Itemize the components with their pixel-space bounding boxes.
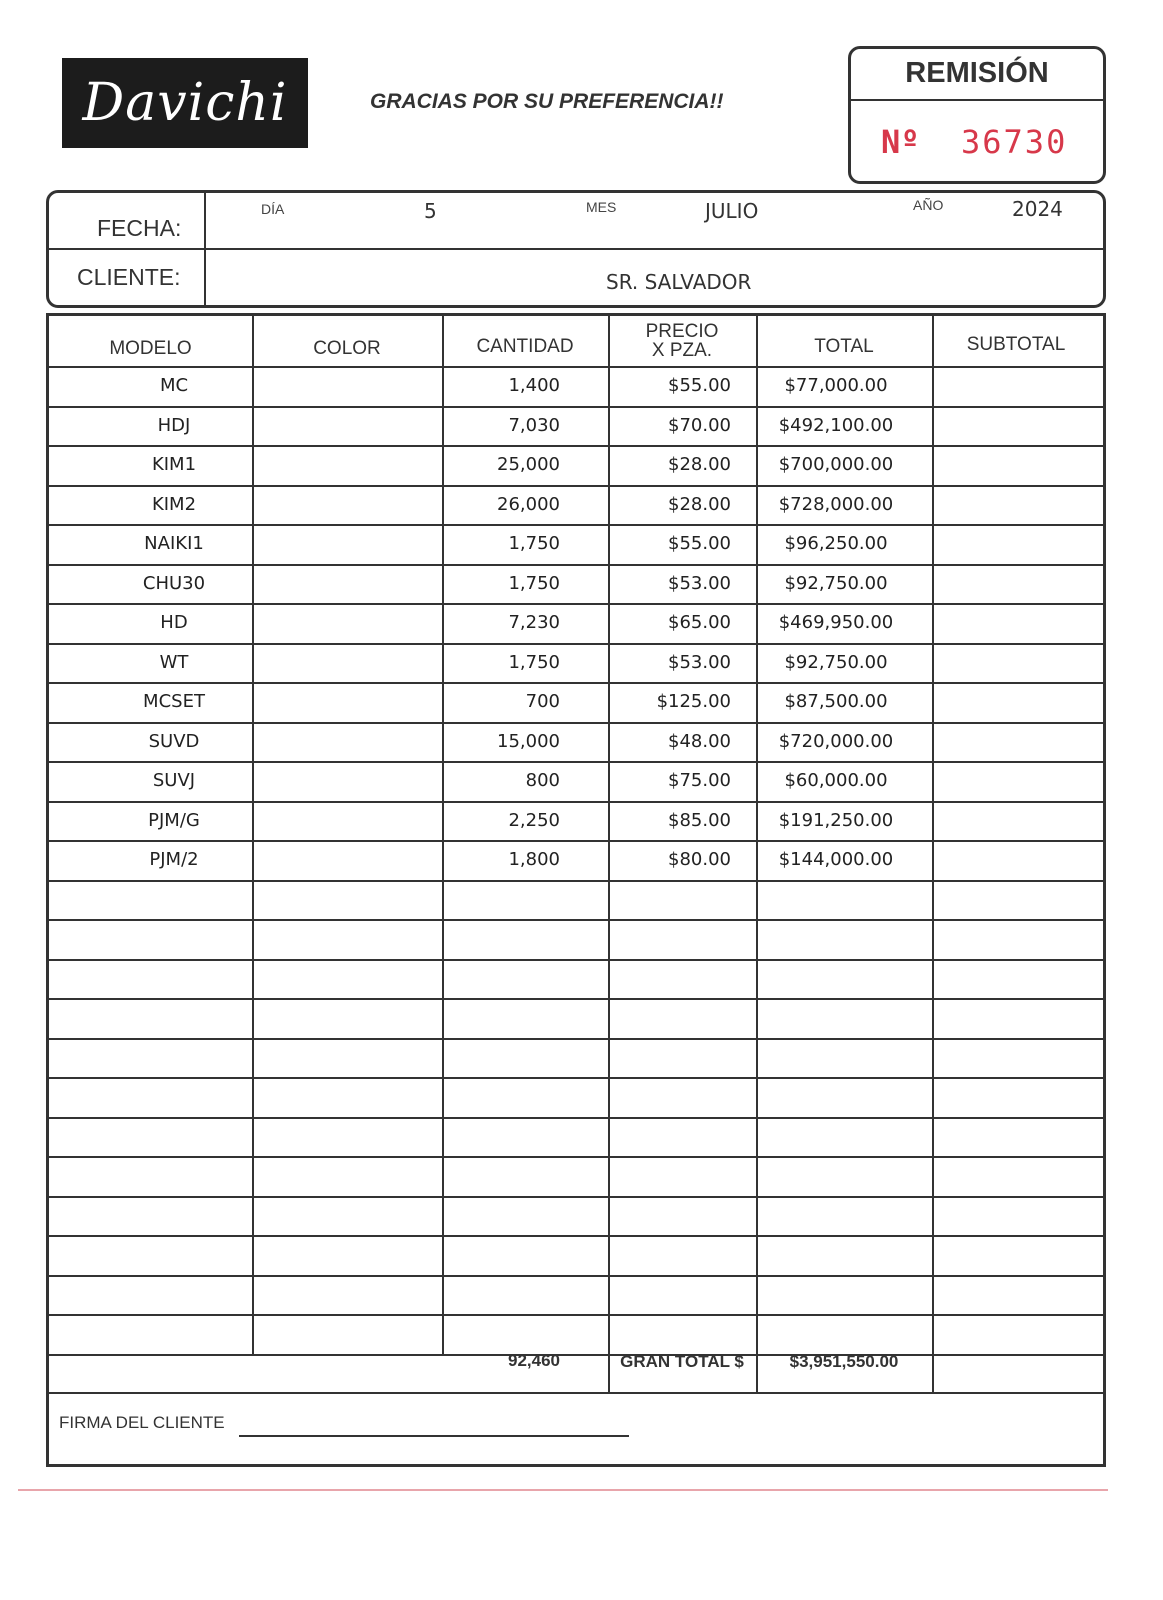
anio-label: AÑO: [913, 197, 944, 213]
row-divider: [49, 643, 1103, 645]
row-precio: $28.00: [668, 454, 731, 475]
mes-label: MES: [586, 199, 617, 215]
row-total: $191,250.00: [778, 809, 894, 831]
row-divider: [49, 1038, 1103, 1040]
row-modelo: HD: [160, 612, 188, 633]
row-modelo: PJM/G: [148, 809, 200, 831]
row-divider: [49, 1354, 1103, 1356]
row-divider: [49, 919, 1103, 921]
cliente-value: SR. SALVADOR: [606, 270, 752, 294]
row-cantidad: 1,750: [508, 651, 560, 673]
row-total: $144,000.00: [778, 849, 894, 870]
row-divider: [49, 1156, 1103, 1158]
header-precio: [608, 322, 756, 360]
header-info-box: [46, 190, 1106, 308]
row-divider: [49, 1196, 1103, 1198]
remision-title: REMISIÓN: [905, 57, 1049, 89]
column-divider: [756, 316, 758, 1354]
perforation-line: [18, 1489, 1108, 1491]
column-divider: [442, 316, 444, 1354]
row-cantidad: 1,800: [508, 849, 560, 870]
row-cantidad: 25,000: [497, 454, 560, 475]
row-cantidad: 700: [525, 691, 560, 712]
row-divider: [49, 1314, 1103, 1316]
row-divider: [49, 564, 1103, 566]
mes-value: JULIO: [705, 199, 759, 223]
row-total: $77,000.00: [784, 375, 888, 396]
totals-divider: [932, 1354, 934, 1392]
row-modelo: WT: [159, 651, 189, 673]
row-modelo: MC: [159, 375, 189, 396]
row-modelo: CHU30: [142, 572, 206, 594]
anio-value: 2024: [1012, 197, 1063, 221]
row-modelo: KIM1: [151, 454, 197, 475]
row-precio: $48.00: [668, 730, 731, 752]
row-modelo: SUVD: [148, 730, 200, 752]
row-divider: [49, 366, 1103, 368]
row-cantidad: 800: [525, 770, 560, 791]
row-divider: [49, 445, 1103, 447]
row-precio: $53.00: [668, 651, 731, 673]
row-cantidad: 1,400: [508, 375, 560, 396]
header-color: COLOR: [313, 338, 381, 359]
row-total: $60,000.00: [784, 770, 888, 791]
row-divider: [49, 682, 1103, 684]
row-divider: [49, 485, 1103, 487]
row-modelo: PJM/2: [149, 849, 199, 870]
cliente-label: CLIENTE:: [77, 264, 181, 290]
row-divider: [49, 959, 1103, 961]
row-total: $700,000.00: [778, 454, 894, 475]
row-precio: $53.00: [668, 572, 731, 594]
row-total: $92,750.00: [784, 651, 888, 673]
gran-total-value: $3,951,550.00: [789, 1352, 899, 1371]
row-precio: $80.00: [668, 849, 731, 870]
row-total: $492,100.00: [778, 414, 894, 436]
brand-logo: [62, 58, 308, 148]
totals-divider: [608, 1354, 610, 1392]
row-divider: [49, 603, 1103, 605]
row-total: $469,950.00: [778, 612, 894, 633]
remision-number-label: Nº: [881, 123, 920, 161]
firma-label: FIRMA DEL CLIENTE: [59, 1413, 225, 1432]
row-divider: [49, 1077, 1103, 1079]
row-divider: [49, 761, 1103, 763]
column-divider: [252, 316, 254, 1354]
dia-label: DÍA: [261, 201, 285, 217]
header-precio-line2: X PZA.: [651, 340, 713, 361]
remision-number: 36730: [961, 123, 1068, 161]
row-precio: $125.00: [656, 691, 731, 712]
row-divider: [49, 801, 1103, 803]
row-divider: [49, 524, 1103, 526]
row-divider: [49, 840, 1103, 842]
header-cantidad: CANTIDAD: [476, 336, 574, 357]
row-modelo: NAIKI1: [144, 533, 204, 554]
row-modelo: KIM2: [151, 493, 197, 515]
items-table: [46, 313, 1106, 1467]
remision-divider: [851, 99, 1103, 101]
total-cantidad: 92,460: [508, 1351, 560, 1370]
header-precio-line1: PRECIO: [645, 321, 719, 342]
row-precio: $28.00: [668, 493, 731, 515]
row-total: $720,000.00: [778, 730, 894, 752]
gran-total-label: GRAN TOTAL $: [620, 1352, 744, 1371]
row-cantidad: 1,750: [508, 533, 560, 554]
column-divider: [608, 316, 610, 1354]
row-total: $87,500.00: [784, 691, 888, 712]
row-cantidad: 26,000: [497, 493, 560, 515]
fecha-label: FECHA:: [97, 215, 182, 241]
row-cantidad: 2,250: [508, 809, 560, 831]
row-divider: [49, 880, 1103, 882]
totals-divider: [756, 1354, 758, 1392]
row-cantidad: 15,000: [497, 730, 560, 752]
row-precio: $55.00: [668, 375, 731, 396]
tagline: GRACIAS POR SU PREFERENCIA!!: [370, 90, 724, 113]
firma-signature-line: [239, 1435, 629, 1437]
row-modelo: MCSET: [143, 691, 205, 712]
row-total: $92,750.00: [784, 572, 888, 594]
row-precio: $70.00: [668, 414, 731, 436]
row-modelo: SUVJ: [152, 770, 196, 791]
row-divider: [49, 998, 1103, 1000]
row-divider: [49, 1117, 1103, 1119]
dia-value: 5: [424, 199, 437, 223]
row-divider: [49, 406, 1103, 408]
header-modelo: MODELO: [109, 338, 192, 359]
row-divider: [49, 1275, 1103, 1277]
brand-logo-text: Davichi: [82, 73, 288, 133]
row-total: $96,250.00: [784, 533, 888, 554]
row-precio: $65.00: [668, 612, 731, 633]
header-subtotal: SUBTOTAL: [966, 334, 1066, 355]
row-total: $728,000.00: [778, 493, 894, 515]
totals-bottom-line: [49, 1392, 1103, 1394]
row-precio: $55.00: [668, 533, 731, 554]
row-divider: [49, 1235, 1103, 1237]
header-total: TOTAL: [814, 336, 874, 357]
row-cantidad: 1,750: [508, 572, 560, 594]
row-precio: $85.00: [668, 809, 731, 831]
row-divider: [49, 722, 1103, 724]
row-precio: $75.00: [668, 770, 731, 791]
row-cantidad: 7,230: [508, 612, 560, 633]
remision-box: [848, 46, 1106, 184]
row-modelo: HDJ: [157, 414, 191, 436]
column-divider: [932, 316, 934, 1354]
row-cantidad: 7,030: [508, 414, 560, 436]
